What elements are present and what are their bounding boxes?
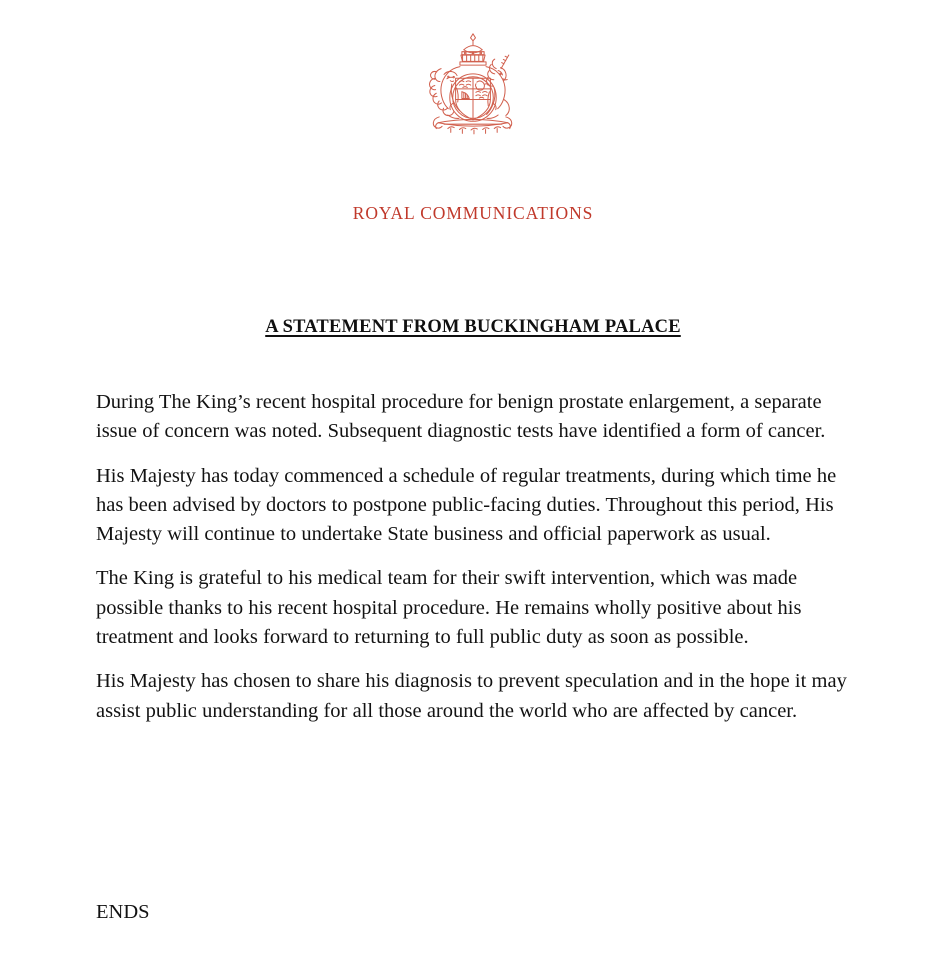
crest-container [0, 28, 946, 144]
statement-paragraph: The King is grateful to his medical team for their swift intervention, which was made possible thanks to his recent hospital procedure. He remains wholly positive about his treatment and looks forward to returning to full public duty as soon as possible. [96, 567, 802, 649]
statement-paragraph: His Majesty has today commenced a schedule of regular treatments, during which time he has been advised by doctors to postpone public-facing duties. Throughout this period, His Majesty will continue to undertake State business and official paperwork as usual. [96, 464, 837, 546]
statement-body [96, 388, 858, 726]
statement-paragraph: His Majesty has chosen to share his diagnosis to prevent speculation and in the hope it may assist public understanding for all those around the world who are affected by cancer. [96, 670, 847, 722]
statement-closing: ENDS [96, 901, 150, 923]
page-title-text: A STATEMENT FROM BUCKINGHAM PALACE [265, 317, 681, 337]
statement-paragraph: During The King’s recent hospital procedure for benign prostate enlargement, a separate issue of concern was noted. Subsequent diagnostic tests have identified a form of cancer. [96, 391, 826, 443]
royal-coat-of-arms-icon [415, 28, 531, 144]
page-title [0, 317, 946, 338]
royal-communications-masthead: ROYAL COMMUNICATIONS [352, 203, 594, 223]
